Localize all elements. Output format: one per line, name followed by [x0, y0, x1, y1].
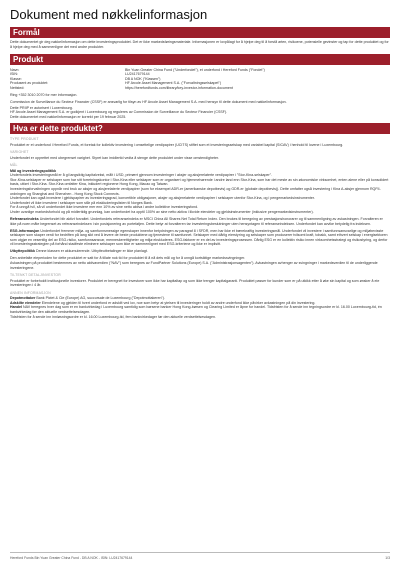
- date-text: Dette dokumentet med nøkkelinformasjon er korrekt per 19 februar 2025.: [10, 114, 127, 119]
- formal-text: Dette dokumentet gir deg nøkkelinformasjon om dette investeringsproduktet. Det er ikke markedsføringsmateriale. Informasjonen er lovpålagt for å hjelpe deg til å forstå arten, risikoene, potensielle gevinster og tap for dette produktet og for å hjelpe deg med å sammenligne det med andre produkter.: [10, 40, 389, 49]
- avkastning-text: Avkastningen på produktet bestemmes av netto aktivaverdien ("NAV") som beregnes av FundPartner Solutions (Europe) S.A. ("Administrasjonsagenten"). Avkastningen avhenger av svingninger i markedsverdien til de underliggende investeringene.: [10, 260, 378, 270]
- mal-text-4: Underfondet kan også investere i gjeldspapirer av investeringsgrad, konvertible obligasjoner, aksjer og aksjerelaterte verdipapirer i selskaper utenfor Stor-Kina, og i pengemarkedsinstrumenter.: [10, 196, 315, 201]
- utbytte-text: Denne klassen er akkumulerende. Utbytteutbetalinger er ikke planlagt.: [35, 249, 148, 254]
- type-text: Produktet er et underfond i Hereford Funds, et foretak for kollektiv investering i omsettelige verdipapirer (UCITS) stiftet som et investeringsselskap med variabel kapital (SICAV) i henhold til lovene i Luxembourg.: [10, 142, 344, 147]
- section-header-hva: Hva er dette produktet?: [10, 123, 390, 134]
- page-number: 1/3: [385, 555, 390, 560]
- mal-text-6: For å unngå tvil, så vil underfondet ikke investere mer enn 10% av sine netto aktiva i andre kollektive investeringsfond.: [10, 205, 199, 210]
- regulator-text: Commission de Surveillance du Secteur Financier (CSSF) er ansvarlig for tilsyn av HF Arcole Asset Management S.A. med hensyn til dette dokument med nøkkelinformasjon.: [10, 99, 287, 104]
- product-key: Nettsted:: [10, 85, 25, 90]
- product-row: [10, 86, 390, 91]
- referanseindeks-paragraph: [10, 217, 390, 226]
- section-header-produkt: Produkt: [10, 54, 390, 65]
- product-value: HF Arcole Asset Management S.A. ("Forvaltningsselskapet"): [125, 81, 222, 86]
- product-value: LU2417679144: [125, 72, 150, 77]
- product-details: [10, 68, 390, 91]
- esg-heading: ESG-informasjon: [10, 228, 40, 233]
- depot-text: Bank Pictet & Cie (Europe) AG, succursale de Luxembourg ("Depotmottakeren").: [36, 296, 165, 301]
- product-key: ISIN:: [10, 72, 18, 77]
- utbytte-heading: Utbyttepolitikk: [10, 249, 35, 254]
- varighet-text: Underfondet er opprettet med ubegrenset varighet. Styret kan imidlertid vedta å stenge dette produktet under visse omstendigheter.: [10, 155, 219, 160]
- eieperiode-text: Den anbefalte eieperioden for dette produktet er satt for å tillate nok tid for produktet til å nå dets mål og for å unngå kortsiktige markedssvingninger.: [10, 256, 246, 261]
- esg-paragraph: [10, 229, 390, 247]
- esg-text: Underfondet fremmer miljø- og samfunnsmessige egenskaper innenfor betydningen av paragraf 8 i SFDR, men har ikke et bærekraftig investeringsmål. Underfondet vil investere i samfunnsansvarlige og miljøbevisste selskaper som skaper verdi for bedriften på lang sikt ved å levere de beste produktene og tjenestene til samfunnet. Selskaper med dårlig eierstyring og selskaper som produserer tvilsomt kraft, tobakk, samt ethvert selskap i energisektoren som utgjør en vesentlig del av ESG-risiko, samfunnsansvar, menneskerettigheter og miljø ekskluderes. ESG-faktorer er en del av investeringsprosessen. Dårlig ESG er en kollektiv risiko innen virksomhetsstrategi og risikostyring, og derfor vil investeringsstrategien på forhånd stadfeste eliminere selskaper som ikke er sammenlignet med ESG-kriteriene og ikke er implisitt.: [10, 228, 388, 247]
- mal-text-2: Stor-Kina-selskaper er selskaper som har sitt forretningskontor i Stor-Kina eller selskaper som er organisert og hjemmehørende i andre land enn Stor-Kina, som har det meste av sin økonomiske virksomhet, enten alene eller på konsolidert basis, utført i Stor-Kina. Stor-Kina omfatter Kina, inkludert regionene Hong Kong, Macao og Taiwan.: [10, 177, 389, 187]
- mal-text-7: Under uvanlige markedsforhold og på midlertidig grunnlag, kan underfondet ha opptil 100% av sine netto aktiva i likvide eiendeler og gjeldsinstrumenter (inklusive pengemarkedsinstrumenter).: [10, 210, 314, 215]
- utbytte-paragraph: [10, 249, 390, 254]
- footer-document-id: Hereford Funds Bin Yuan Greater China Fund - DB A NOK - ISIN: LU2417679144: [10, 555, 133, 560]
- approval-text: HF Arcole Asset Management S.A. er godkjent i Luxembourg og reguleres av Commission de Surveillance du Secteur Financier (CSSF).: [10, 110, 228, 115]
- tiltenkt-label: TILTENKT DETALJINVESTOR: [10, 273, 61, 278]
- page-footer: [10, 552, 390, 562]
- authorisation-text: Dette PRIIP er autorisert i Luxembourg.: [10, 105, 73, 110]
- type-label: TYPE PRODUKT: [10, 137, 39, 142]
- product-key: Navn:: [10, 67, 20, 72]
- mal-text-3: Investeringsforvaltningen oppnår ved bruk av aksjer og aksjerelaterte verdipapirer (som for eksempel ADR-er (amerikanske depotbevis) og GDR-er (globale depotbevis)). Dette omfatter også investering i Kina A-aksjer gjennom RQFII-ordningen og Shanghai and Shenzhen - Hong Kong Stock Connects.: [10, 187, 381, 196]
- adskilte-heading: Adskilte eiendeler: [10, 300, 41, 305]
- section-header-formal: Formål: [10, 27, 390, 38]
- referanseindeks-heading: Referanseindeks: [10, 217, 39, 222]
- product-key: Klasse:: [10, 76, 22, 81]
- referanseindeks-text: Underfondet blir aktivt forvaltet. Underfondets referanseindeks er MSCI China All Shares Net Total Return Index. Den brukes til beregning av prestasjonshonorarer og til sammenligning av avkastningen. Forvalteren er ikke på noen måte begrenset av referanseindeksen i sin posisjonering av porteføljen. Dette betyr at forvalteren tar investeringsbeslutninger uten hensyntagen til referanseindeksen. Underfondet kan avvike betydelig fra indeksen.: [10, 217, 383, 226]
- product-key: Produsent av produktet:: [10, 81, 49, 86]
- handel-heading: Handel: [10, 305, 22, 310]
- varighet-label: VARIGHET: [10, 150, 29, 155]
- page-title: Dokument med nøkkelinformasjon: [10, 7, 208, 22]
- handel-text: NAV beregnes hver dag som er en bankvirkedag i Luxembourg samtidig som børsene banker Hong Kong-børsen og Clearing Limited er åpne for handel. Tidsfristen for å sende inn tegningsordre er kl. 16.00 Luxembourg-tid, én bankvirkedag før den aktuelle verdsettelsesdagen.: [10, 305, 382, 314]
- handel-text-2: Tidsfristen for å sende inn innløsningsordre er kl. 16.00 Luxembourg-tid, fem bankvirkedager før den aktuelle verdsettelsesdagen.: [10, 314, 217, 319]
- contact-text: Ring +352 3010 2070 for mer informasjon.: [10, 92, 78, 97]
- product-value: Bin Yuan Greater China Fund ("Underfondet"), et underfond i Hereford Funds ("Fondet"): [125, 67, 265, 72]
- depot-heading: Depotmottaker: [10, 296, 36, 301]
- mal-text: Underfondets investeringsmål er å gi langsiktig kapitalvekst, målt i USD, primært gjennom investeringer i aksjer og aksjerelaterte verdipapirer i "Stor-Kina-selskaper".: [10, 173, 273, 178]
- annen-label: ANNEN INFORMASJON: [10, 290, 51, 295]
- handel-paragraph: [10, 305, 390, 314]
- mal-heading: Mål og investeringspolitikk: [10, 168, 57, 173]
- tiltenkt-text: Produktet er forbeholdt institusjonelle investorer. Produktet er beregnet for investorer som ikke har kapitaltap og som ikke trenger kapitalgaranti. Produktet passer for kunder som er på utkikk etter å øke sin kapital og som ønsker å eie investeringen i 4 år.: [10, 278, 380, 288]
- mal-text-5: Underfondet vil ikke investere i selskaper som står på ekskluderingslisten til Norges Bank.: [10, 200, 153, 205]
- adskilte-text: Eiendelene og gjelden til hvert underfond er adskilt ved lov, noe som betyr at ytelsen til investeringer holdt av andre underfond ikke påvirker avkastningen på din investering.: [41, 300, 316, 305]
- mal-label: MÅL: [10, 163, 18, 168]
- product-value: DB A NOK ("Klassen"): [125, 76, 161, 81]
- website-link[interactable]: https://herefordfunds.com/library/key-investor-information-document: [125, 85, 233, 90]
